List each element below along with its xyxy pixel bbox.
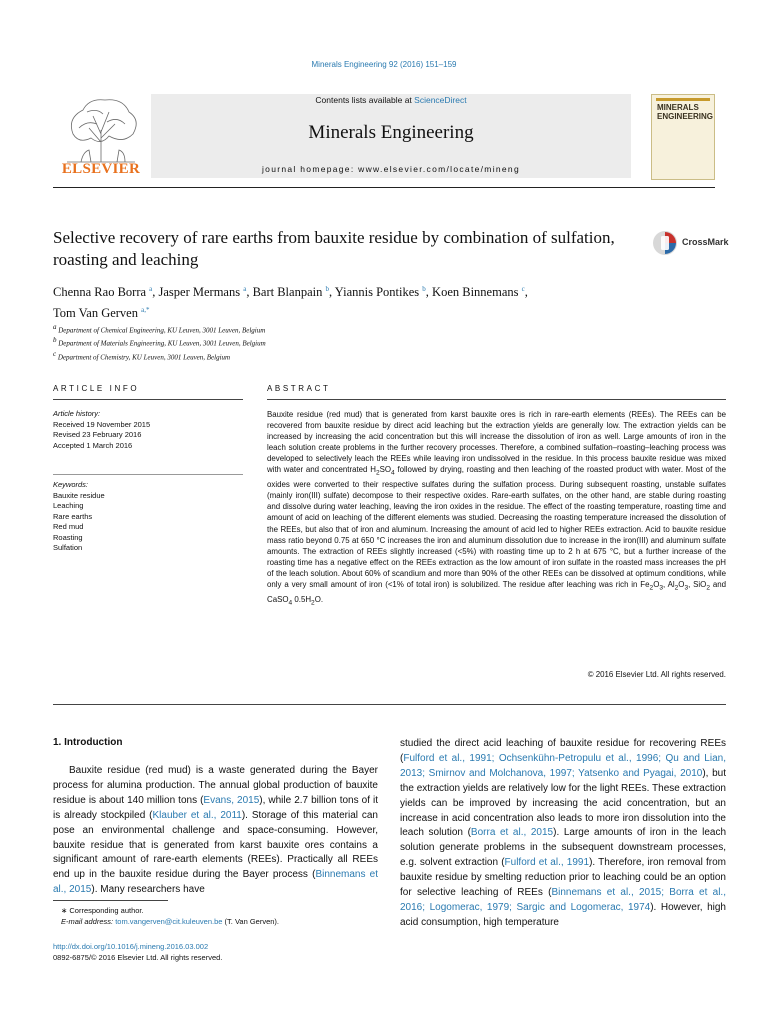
- article-title: Selective recovery of rare earths from bauxite residue by combination of sulfation, roasting and leaching: [53, 228, 615, 269]
- reference-link[interactable]: Binnemans et al., 2015; Borra et al., 2016; Logomerac, 1979; Sargic and Logomerac, 1974: [400, 887, 726, 913]
- body-column-left: [53, 764, 378, 898]
- keyword: Bauxite residue: [53, 490, 105, 500]
- elsevier-tree-icon: [53, 94, 149, 164]
- crossmark-badge[interactable]: [652, 230, 732, 256]
- journal-name: Minerals Engineering: [308, 122, 474, 143]
- cover-stripe: [656, 98, 710, 101]
- divider: [53, 704, 726, 705]
- accepted-date: Accepted 1 March 2016: [53, 440, 133, 450]
- author-list: [53, 280, 673, 322]
- sciencedirect-link[interactable]: ScienceDirect: [414, 95, 467, 105]
- cover-title: MINERALS ENGINEERING: [657, 103, 714, 121]
- divider: [53, 474, 243, 475]
- journal-homepage[interactable]: journal homepage: www.elsevier.com/locate/mineng: [261, 164, 520, 174]
- history-label: Article history:: [53, 409, 101, 418]
- author: Chenna Rao Borra $^a$,: [53, 285, 159, 300]
- keyword: Rare earths: [53, 511, 93, 521]
- elsevier-logo[interactable]: [53, 94, 149, 180]
- paragraph: Bauxite residue (red mud) is a waste generated during the Bayer process for alumina production. The annual global production of bauxite residue is about 140 million tons (Evans, 2015), while 2.7 billion tons of it is already stockpiled (Klauber et al., 2011). Storage of this material can pose an environmental challenge and space-consuming. However, bauxite residue that is generated from karst bauxite ores contains a significant amount of rare-earth elements (REEs). Practically all REEs end up in the bauxite residue during the Bayer process (Binnemans et al., 2015). Many researchers have: [53, 765, 378, 896]
- elsevier-wordmark: ELSEVIER: [61, 161, 141, 177]
- journal-banner: [151, 94, 631, 178]
- footnote-divider: [53, 900, 168, 901]
- abstract-heading: ABSTRACT: [267, 384, 331, 393]
- revised-date: Revised 23 February 2016: [53, 430, 142, 439]
- reference-link[interactable]: Fulford et al., 1991; Ochsenkühn-Petropulu et al., 1996; Qu and Lian, 2013; Smirnov and Molchanova, 1997; Yatsenko and Pyagai, 2010: [400, 752, 726, 779]
- contents-line: Contents lists available at ScienceDirect: [315, 95, 467, 105]
- abstract-copyright: © 2016 Elsevier Ltd. All rights reserved.: [587, 670, 726, 679]
- section-heading-introduction: 1. Introduction: [53, 737, 123, 748]
- keyword: Red mud: [53, 522, 84, 531]
- corresponding-author-note: ∗ Corresponding author.: [61, 906, 144, 915]
- email-note: E-mail address: tom.vangerven@cit.kuleuven.be (T. Van Gerven).: [61, 917, 279, 926]
- author: Koen Binnemans $^c$,: [432, 285, 528, 300]
- affiliation: $^b$ Department of Materials Engineering, KU Leuven, 3001 Leuven, Belgium: [53, 336, 266, 348]
- author: Yiannis Pontikes $^b$,: [334, 285, 433, 300]
- journal-cover-thumbnail[interactable]: [651, 94, 715, 180]
- journal-header: [53, 94, 715, 188]
- doi-block: [53, 941, 378, 963]
- paragraph: studied the direct acid leaching of bauxite residue for recovering REEs (Fulford et al., 1991; Ochsenkühn-Petropulu et al., 1996; Qu and Lian, 2013; Smirnov and Molchanova, 1997; Yatsenko and Pyagai, 2010), but the extraction yields are relatively low for the light REEs. These extraction yields can be improved by increasing the acid concentration, but an increase in acid concentration also leads to more iron dissolution into the leach solution (Borra et al., 2015). Large amounts of iron in the leach solution generate problems in the subsequent downstream processes, e.g. solvent extraction (Fulford et al., 1991). Therefore, iron removal from bauxite residue by smelting reduction prior to leaching could be an option for selective leaching of REEs (Binnemans et al., 2015; Borra et al., 2016; Logomerac, 1979; Sargic and Logomerac, 1974). However, high acid consumption, high temperature: [400, 738, 727, 928]
- footnote: [53, 905, 378, 927]
- divider: [53, 399, 243, 400]
- doi-link[interactable]: http://dx.doi.org/10.1016/j.mineng.2016.03.002: [53, 942, 209, 951]
- reference-link[interactable]: Binnemans et al., 2015: [53, 869, 378, 896]
- received-date: Received 19 November 2015: [53, 419, 151, 429]
- author: Bart Blanpain $^b$,: [252, 285, 335, 300]
- author: Tom Van Gerven $^{a,*}$: [53, 306, 150, 321]
- journal-citation[interactable]: Minerals Engineering 92 (2016) 151–159: [311, 60, 457, 69]
- reference-link[interactable]: Borra et al., 2015: [470, 827, 554, 839]
- keywords: [53, 480, 243, 554]
- affiliation: $^c$ Department of Chemistry, KU Leuven, 3001 Leuven, Belgium: [53, 349, 231, 361]
- article-info-heading: ARTICLE INFO: [53, 384, 140, 393]
- article-history: [53, 409, 243, 451]
- keyword: Roasting: [53, 532, 83, 542]
- crossmark-label: CrossMark: [682, 237, 729, 247]
- affiliation: $^a$ Department of Chemical Engineering, KU Leuven, 3001 Leuven, Belgium: [53, 323, 266, 335]
- reference-link[interactable]: Klauber et al., 2011: [152, 809, 242, 821]
- divider: [267, 399, 726, 400]
- keywords-label: Keywords:: [53, 480, 89, 489]
- issn-line: 0892-6875/© 2016 Elsevier Ltd. All rights reserved.: [53, 953, 223, 962]
- abstract-text: Bauxite residue (red mud) that is generated from karst bauxite ores is rich in rare-earth elements (REEs). The REEs can be recovered from bauxite residue by direct acid leaching but the extraction yields are generally low. The extraction yields can be increased by increasing the acid concentration but this will increase the dissolution of iron as well. Large amounts of iron in the leach solution create problems in the further recovery processes. Therefore, a combined sulfation–roasting–leaching process was developed to selectively leach the REEs while leaving iron undissolved in the residue. In this process bauxite residue was mixed with water and concentrated $H_2SO_4$ followed by drying, roasting and then leaching of the roasted product with water. Most of the oxides were converted to their respective sulfates during the sulfation process. During subsequent roasting, unstable sulfates (mainly iron(III) sulfate) decompose to their respective oxides. Rare-earth sulfates, on the other hand, are stable during roasting and dissolve during water leaching, leaving the iron oxides in the residue. The effect of the roasting temperature, roasting time and amount of acid on leaching of the different elements was studied. Decreasing the roasting temperature increased the dissolution of the REEs, but also that of iron and aluminum. Increasing the amount of acid led to higher REEs extraction. Acid to bauxite residue mass ratio beyond 0.75 at 650 °C increases the iron and aluminum dissolution due to increase in the iron(III) and aluminum sulfate amounts. The extraction of REEs slightly increased (<5%) with roasting time up to 2 h at 675 °C, but a further increase of the roasting time has a negative effect on the REEs extraction as the low amount of iron sulfate in the roasted mass increases the pH of the leach solution. About 60% of scandium and more than 90% of the other REEs can be dissolved at optimum conditions, while only a very small amount of iron (<1% of total iron) is solubilized. The residue after leaching was rich in $Fe_2O_3$, $Al_2O_3$, SiO$_2$ and CaSO$_4$ $0.5H_2O$.: [267, 410, 727, 607]
- crossmark-icon: [652, 230, 678, 256]
- affiliations: [53, 322, 673, 362]
- keyword: Sulfation: [53, 543, 83, 552]
- author: Jasper Mermans $^a$,: [158, 285, 253, 300]
- reference-link[interactable]: Fulford et al., 1991: [504, 857, 590, 869]
- reference-link[interactable]: Evans, 2015: [203, 794, 260, 806]
- email-link[interactable]: tom.vangerven@cit.kuleuven.be: [115, 917, 223, 926]
- keyword: Leaching: [53, 501, 84, 510]
- body-column-right: [400, 737, 726, 931]
